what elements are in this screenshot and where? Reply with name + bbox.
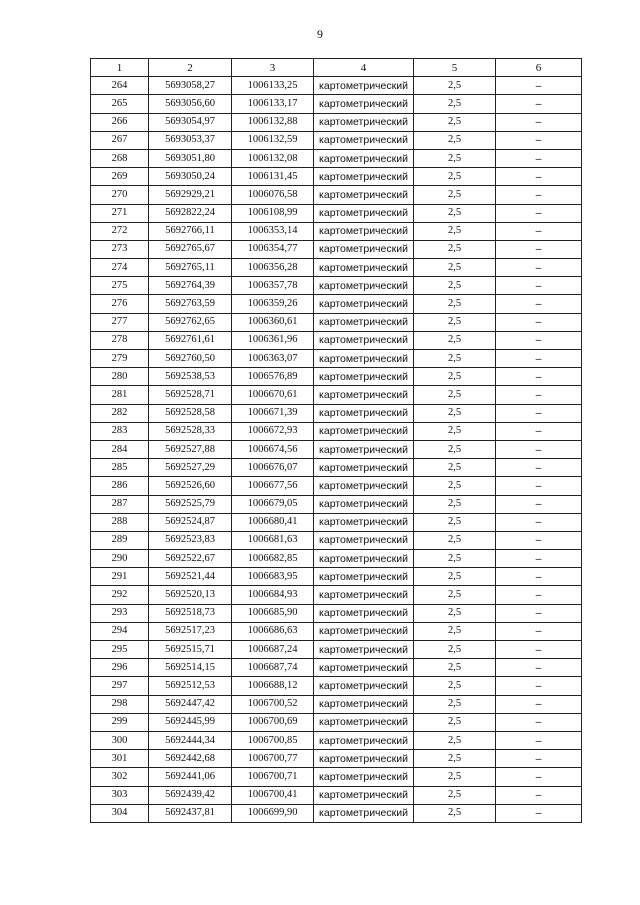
note-cell: – [496,695,582,713]
point-number-cell: 270 [91,186,149,204]
y-coordinate-cell: 1006700,85 [232,731,314,749]
method-cell: картометрический [314,77,414,95]
accuracy-cell: 2,5 [414,550,496,568]
point-number-cell: 281 [91,386,149,404]
x-coordinate-cell: 5692538,53 [149,368,232,386]
accuracy-cell: 2,5 [414,331,496,349]
coordinates-table [90,58,582,823]
accuracy-cell: 2,5 [414,113,496,131]
y-coordinate-cell: 1006676,07 [232,459,314,477]
point-number-cell: 287 [91,495,149,513]
y-coordinate-cell: 1006076,58 [232,186,314,204]
accuracy-cell: 2,5 [414,368,496,386]
note-cell: – [496,731,582,749]
accuracy-cell: 2,5 [414,750,496,768]
table-row [91,604,582,622]
point-number-cell: 298 [91,695,149,713]
method-cell: картометрический [314,641,414,659]
method-cell: картометрический [314,440,414,458]
note-cell: – [496,768,582,786]
point-number-cell: 276 [91,295,149,313]
table-row [91,804,582,822]
y-coordinate-cell: 1006132,59 [232,131,314,149]
note-cell: – [496,259,582,277]
method-cell: картометрический [314,586,414,604]
table-row [91,313,582,331]
table-row [91,295,582,313]
accuracy-cell: 2,5 [414,622,496,640]
method-cell: картометрический [314,495,414,513]
table-row [91,768,582,786]
y-coordinate-cell: 1006700,41 [232,786,314,804]
y-coordinate-cell: 1006133,17 [232,95,314,113]
table-header-row [91,59,582,77]
accuracy-cell: 2,5 [414,295,496,313]
accuracy-cell: 2,5 [414,713,496,731]
note-cell: – [496,168,582,186]
x-coordinate-cell: 5692444,34 [149,731,232,749]
method-cell: картометрический [314,386,414,404]
accuracy-cell: 2,5 [414,77,496,95]
x-coordinate-cell: 5692765,11 [149,259,232,277]
method-cell: картометрический [314,313,414,331]
x-coordinate-cell: 5692445,99 [149,713,232,731]
y-coordinate-cell: 1006672,93 [232,422,314,440]
table-row [91,204,582,222]
table-row [91,386,582,404]
accuracy-cell: 2,5 [414,149,496,167]
x-coordinate-cell: 5692760,50 [149,350,232,368]
point-number-cell: 297 [91,677,149,695]
note-cell: – [496,77,582,95]
column-header: 2 [149,59,232,77]
page-number: 9 [317,27,323,41]
table-row [91,750,582,768]
method-cell: картометрический [314,731,414,749]
method-cell: картометрический [314,277,414,295]
y-coordinate-cell: 1006671,39 [232,404,314,422]
note-cell: – [496,404,582,422]
table-row [91,368,582,386]
accuracy-cell: 2,5 [414,604,496,622]
x-coordinate-cell: 5692528,58 [149,404,232,422]
table-row [91,550,582,568]
accuracy-cell: 2,5 [414,277,496,295]
point-number-cell: 293 [91,604,149,622]
x-coordinate-cell: 5692441,06 [149,768,232,786]
note-cell: – [496,513,582,531]
x-coordinate-cell: 5692520,13 [149,586,232,604]
x-coordinate-cell: 5692525,79 [149,495,232,513]
y-coordinate-cell: 1006132,08 [232,149,314,167]
x-coordinate-cell: 5693058,27 [149,77,232,95]
x-coordinate-cell: 5692512,53 [149,677,232,695]
x-coordinate-cell: 5692527,29 [149,459,232,477]
accuracy-cell: 2,5 [414,350,496,368]
x-coordinate-cell: 5692762,65 [149,313,232,331]
y-coordinate-cell: 1006361,96 [232,331,314,349]
method-cell: картометрический [314,459,414,477]
column-header: 6 [496,59,582,77]
table-row [91,622,582,640]
table-row [91,222,582,240]
note-cell: – [496,531,582,549]
y-coordinate-cell: 1006682,85 [232,550,314,568]
note-cell: – [496,277,582,295]
point-number-cell: 301 [91,750,149,768]
note-cell: – [496,186,582,204]
note-cell: – [496,149,582,167]
table-row [91,659,582,677]
x-coordinate-cell: 5692766,11 [149,222,232,240]
point-number-cell: 304 [91,804,149,822]
point-number-cell: 265 [91,95,149,113]
table-row [91,459,582,477]
accuracy-cell: 2,5 [414,531,496,549]
point-number-cell: 271 [91,204,149,222]
note-cell: – [496,659,582,677]
accuracy-cell: 2,5 [414,731,496,749]
y-coordinate-cell: 1006360,61 [232,313,314,331]
accuracy-cell: 2,5 [414,568,496,586]
point-number-cell: 296 [91,659,149,677]
y-coordinate-cell: 1006680,41 [232,513,314,531]
x-coordinate-cell: 5692447,42 [149,695,232,713]
method-cell: картометрический [314,550,414,568]
table-row [91,495,582,513]
method-cell: картометрический [314,95,414,113]
point-number-cell: 275 [91,277,149,295]
method-cell: картометрический [314,331,414,349]
method-cell: картометрический [314,568,414,586]
accuracy-cell: 2,5 [414,131,496,149]
note-cell: – [496,386,582,404]
point-number-cell: 290 [91,550,149,568]
x-coordinate-cell: 5692439,42 [149,786,232,804]
accuracy-cell: 2,5 [414,677,496,695]
accuracy-cell: 2,5 [414,186,496,204]
point-number-cell: 267 [91,131,149,149]
y-coordinate-cell: 1006681,63 [232,531,314,549]
table-row [91,149,582,167]
method-cell: картометрический [314,768,414,786]
y-coordinate-cell: 1006133,25 [232,77,314,95]
table-row [91,531,582,549]
x-coordinate-cell: 5692514,15 [149,659,232,677]
x-coordinate-cell: 5692437,81 [149,804,232,822]
y-coordinate-cell: 1006353,14 [232,222,314,240]
accuracy-cell: 2,5 [414,168,496,186]
point-number-cell: 282 [91,404,149,422]
method-cell: картометрический [314,186,414,204]
point-number-cell: 278 [91,331,149,349]
point-number-cell: 284 [91,440,149,458]
y-coordinate-cell: 1006687,24 [232,641,314,659]
note-cell: – [496,586,582,604]
x-coordinate-cell: 5692524,87 [149,513,232,531]
x-coordinate-cell: 5693054,97 [149,113,232,131]
method-cell: картометрический [314,659,414,677]
note-cell: – [496,786,582,804]
y-coordinate-cell: 1006700,71 [232,768,314,786]
method-cell: картометрический [314,622,414,640]
y-coordinate-cell: 1006674,56 [232,440,314,458]
table-row [91,440,582,458]
x-coordinate-cell: 5692517,23 [149,622,232,640]
point-number-cell: 289 [91,531,149,549]
note-cell: – [496,713,582,731]
column-header: 5 [414,59,496,77]
method-cell: картометрический [314,750,414,768]
method-cell: картометрический [314,404,414,422]
x-coordinate-cell: 5692523,83 [149,531,232,549]
point-number-cell: 300 [91,731,149,749]
point-number-cell: 294 [91,622,149,640]
table-row [91,477,582,495]
note-cell: – [496,440,582,458]
x-coordinate-cell: 5693051,80 [149,149,232,167]
method-cell: картометрический [314,168,414,186]
method-cell: картометрический [314,477,414,495]
method-cell: картометрический [314,531,414,549]
note-cell: – [496,131,582,149]
y-coordinate-cell: 1006677,56 [232,477,314,495]
table-row [91,277,582,295]
x-coordinate-cell: 5693056,60 [149,95,232,113]
y-coordinate-cell: 1006108,99 [232,204,314,222]
table-row [91,586,582,604]
note-cell: – [496,804,582,822]
y-coordinate-cell: 1006699,90 [232,804,314,822]
note-cell: – [496,677,582,695]
table-row [91,641,582,659]
accuracy-cell: 2,5 [414,386,496,404]
method-cell: картометрический [314,240,414,258]
note-cell: – [496,95,582,113]
point-number-cell: 273 [91,240,149,258]
accuracy-cell: 2,5 [414,240,496,258]
method-cell: картометрический [314,204,414,222]
point-number-cell: 277 [91,313,149,331]
y-coordinate-cell: 1006131,45 [232,168,314,186]
table-row [91,77,582,95]
y-coordinate-cell: 1006700,77 [232,750,314,768]
note-cell: – [496,222,582,240]
note-cell: – [496,622,582,640]
note-cell: – [496,204,582,222]
method-cell: картометрический [314,113,414,131]
y-coordinate-cell: 1006356,28 [232,259,314,277]
x-coordinate-cell: 5692763,59 [149,295,232,313]
accuracy-cell: 2,5 [414,459,496,477]
accuracy-cell: 2,5 [414,659,496,677]
table-row [91,331,582,349]
table-row [91,240,582,258]
method-cell: картометрический [314,149,414,167]
accuracy-cell: 2,5 [414,404,496,422]
y-coordinate-cell: 1006686,63 [232,622,314,640]
accuracy-cell: 2,5 [414,513,496,531]
note-cell: – [496,368,582,386]
table-row [91,350,582,368]
accuracy-cell: 2,5 [414,477,496,495]
accuracy-cell: 2,5 [414,222,496,240]
note-cell: – [496,495,582,513]
table-row [91,677,582,695]
point-number-cell: 288 [91,513,149,531]
y-coordinate-cell: 1006670,61 [232,386,314,404]
point-number-cell: 272 [91,222,149,240]
note-cell: – [496,459,582,477]
method-cell: картометрический [314,131,414,149]
method-cell: картометрический [314,786,414,804]
point-number-cell: 295 [91,641,149,659]
table-row [91,113,582,131]
table-row [91,695,582,713]
x-coordinate-cell: 5692515,71 [149,641,232,659]
method-cell: картометрический [314,368,414,386]
table-row [91,168,582,186]
y-coordinate-cell: 1006684,93 [232,586,314,604]
note-cell: – [496,477,582,495]
method-cell: картометрический [314,513,414,531]
x-coordinate-cell: 5692822,24 [149,204,232,222]
method-cell: картометрический [314,604,414,622]
y-coordinate-cell: 1006700,52 [232,695,314,713]
accuracy-cell: 2,5 [414,440,496,458]
method-cell: картометрический [314,695,414,713]
x-coordinate-cell: 5693053,37 [149,131,232,149]
note-cell: – [496,641,582,659]
y-coordinate-cell: 1006679,05 [232,495,314,513]
x-coordinate-cell: 5692518,73 [149,604,232,622]
y-coordinate-cell: 1006687,74 [232,659,314,677]
table-row [91,713,582,731]
point-number-cell: 264 [91,77,149,95]
note-cell: – [496,604,582,622]
x-coordinate-cell: 5692929,21 [149,186,232,204]
table-row [91,186,582,204]
y-coordinate-cell: 1006363,07 [232,350,314,368]
table-row [91,259,582,277]
point-number-cell: 268 [91,149,149,167]
point-number-cell: 274 [91,259,149,277]
column-header: 4 [314,59,414,77]
point-number-cell: 299 [91,713,149,731]
x-coordinate-cell: 5692527,88 [149,440,232,458]
x-coordinate-cell: 5692442,68 [149,750,232,768]
x-coordinate-cell: 5692521,44 [149,568,232,586]
accuracy-cell: 2,5 [414,422,496,440]
point-number-cell: 266 [91,113,149,131]
point-number-cell: 302 [91,768,149,786]
x-coordinate-cell: 5692528,33 [149,422,232,440]
method-cell: картометрический [314,259,414,277]
y-coordinate-cell: 1006354,77 [232,240,314,258]
point-number-cell: 303 [91,786,149,804]
note-cell: – [496,240,582,258]
note-cell: – [496,113,582,131]
note-cell: – [496,331,582,349]
note-cell: – [496,295,582,313]
y-coordinate-cell: 1006357,78 [232,277,314,295]
accuracy-cell: 2,5 [414,259,496,277]
table-row [91,131,582,149]
table-row [91,513,582,531]
note-cell: – [496,568,582,586]
table-row [91,568,582,586]
method-cell: картометрический [314,422,414,440]
method-cell: картометрический [314,677,414,695]
method-cell: картометрический [314,804,414,822]
y-coordinate-cell: 1006132,88 [232,113,314,131]
accuracy-cell: 2,5 [414,804,496,822]
note-cell: – [496,313,582,331]
table-row [91,404,582,422]
x-coordinate-cell: 5693050,24 [149,168,232,186]
x-coordinate-cell: 5692528,71 [149,386,232,404]
accuracy-cell: 2,5 [414,786,496,804]
table-row [91,422,582,440]
point-number-cell: 286 [91,477,149,495]
x-coordinate-cell: 5692764,39 [149,277,232,295]
note-cell: – [496,350,582,368]
note-cell: – [496,550,582,568]
y-coordinate-cell: 1006685,90 [232,604,314,622]
x-coordinate-cell: 5692765,67 [149,240,232,258]
accuracy-cell: 2,5 [414,204,496,222]
y-coordinate-cell: 1006700,69 [232,713,314,731]
table-body [91,77,582,823]
y-coordinate-cell: 1006576,89 [232,368,314,386]
point-number-cell: 283 [91,422,149,440]
method-cell: картометрический [314,222,414,240]
method-cell: картометрический [314,295,414,313]
y-coordinate-cell: 1006683,95 [232,568,314,586]
table-row [91,786,582,804]
x-coordinate-cell: 5692526,60 [149,477,232,495]
table-row [91,95,582,113]
accuracy-cell: 2,5 [414,695,496,713]
column-header: 1 [91,59,149,77]
point-number-cell: 292 [91,586,149,604]
accuracy-cell: 2,5 [414,586,496,604]
y-coordinate-cell: 1006359,26 [232,295,314,313]
note-cell: – [496,750,582,768]
point-number-cell: 285 [91,459,149,477]
point-number-cell: 269 [91,168,149,186]
accuracy-cell: 2,5 [414,95,496,113]
x-coordinate-cell: 5692522,67 [149,550,232,568]
method-cell: картометрический [314,350,414,368]
point-number-cell: 280 [91,368,149,386]
note-cell: – [496,422,582,440]
accuracy-cell: 2,5 [414,495,496,513]
point-number-cell: 279 [91,350,149,368]
point-number-cell: 291 [91,568,149,586]
column-header: 3 [232,59,314,77]
accuracy-cell: 2,5 [414,313,496,331]
y-coordinate-cell: 1006688,12 [232,677,314,695]
x-coordinate-cell: 5692761,61 [149,331,232,349]
method-cell: картометрический [314,713,414,731]
table-row [91,731,582,749]
accuracy-cell: 2,5 [414,641,496,659]
accuracy-cell: 2,5 [414,768,496,786]
